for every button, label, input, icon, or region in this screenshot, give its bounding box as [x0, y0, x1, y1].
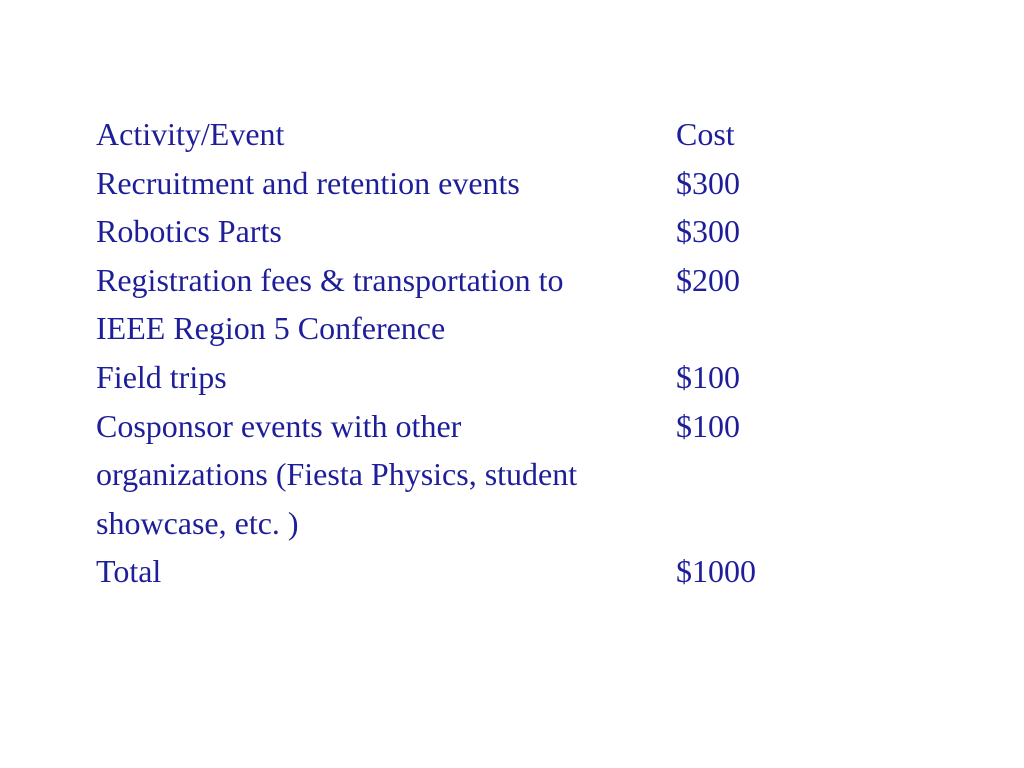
- budget-table: [96, 110, 876, 596]
- activity-line: Robotics Parts: [96, 213, 282, 250]
- activity-line: Registration fees & transportation to: [96, 261, 564, 298]
- header-cost: Cost: [676, 116, 735, 152]
- activity-line: organizations (Fiesta Physics, student: [96, 456, 578, 493]
- activity-line: Cosponsor events with other: [96, 407, 462, 444]
- table-row: [96, 207, 876, 256]
- table-row: [96, 256, 876, 353]
- table-header-row: [96, 110, 876, 159]
- row-cost: $200: [676, 261, 740, 298]
- header-activity: Activity/Event: [96, 116, 285, 152]
- table-row: [96, 353, 876, 402]
- row-activity: [96, 256, 676, 353]
- row-activity: [96, 159, 676, 208]
- row-cost: $100: [676, 407, 740, 444]
- total-label: Total: [96, 553, 162, 590]
- activity-line: Field trips: [96, 358, 227, 395]
- activity-line: Recruitment and retention events: [96, 164, 520, 201]
- row-activity: [96, 207, 676, 256]
- row-activity: [96, 402, 676, 548]
- row-cost: $100: [676, 358, 740, 395]
- table-total-row: [96, 547, 876, 596]
- activity-line: IEEE Region 5 Conference: [96, 310, 446, 347]
- row-cost: $300: [676, 164, 740, 201]
- table-row: [96, 402, 876, 548]
- row-activity: [96, 353, 676, 402]
- total-cost: $1000: [676, 553, 756, 590]
- activity-line: showcase, etc. ): [96, 504, 299, 541]
- table-row: [96, 159, 876, 208]
- row-cost: $300: [676, 213, 740, 250]
